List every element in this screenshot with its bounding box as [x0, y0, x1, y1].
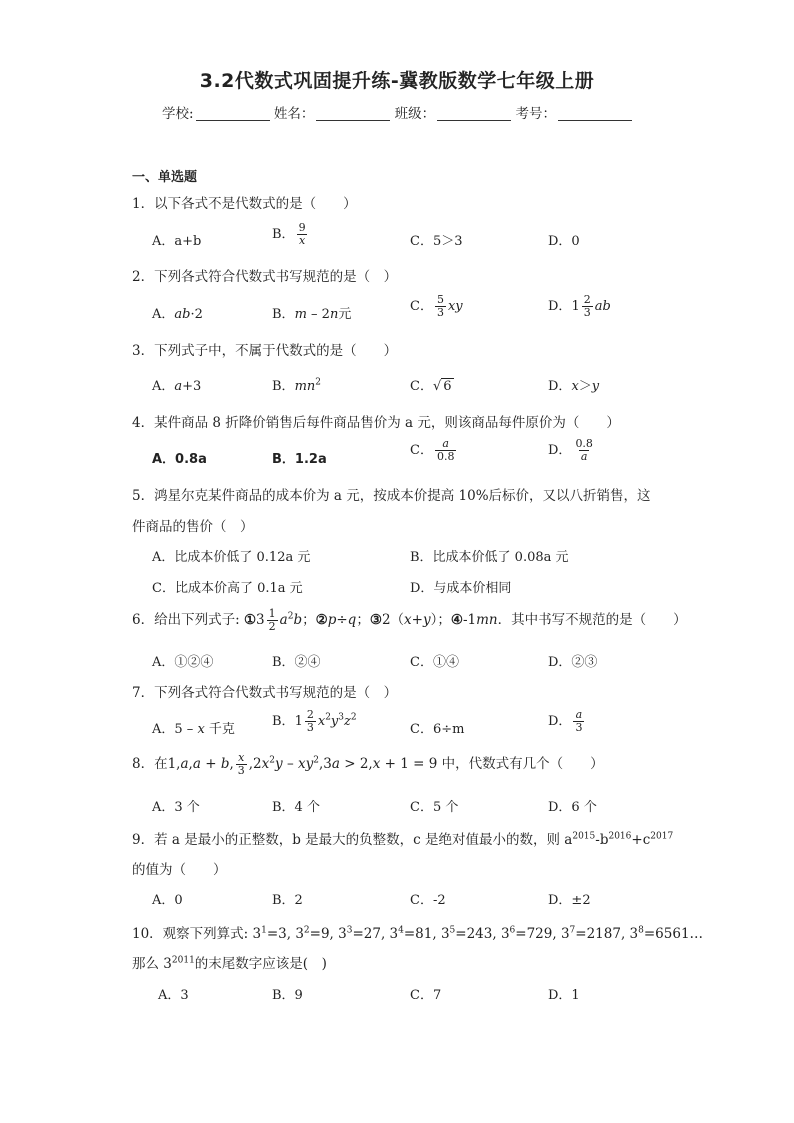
q9-option-c[interactable]: C．-2 — [410, 893, 446, 908]
q7-option-b[interactable]: B．1 $\frac{2}{3}$ $x^2y^3z^2$ — [272, 708, 357, 734]
q8-option-c[interactable]: C．5 个 — [410, 800, 459, 815]
q1-option-a[interactable]: A．a+b — [152, 234, 202, 249]
school-label: 学校: — [162, 106, 194, 122]
exam-no-label: 考号： — [515, 106, 556, 122]
q6-option-d[interactable]: D．②③ — [548, 655, 598, 670]
q5-option-a[interactable]: A．比成本价低了 0.12a 元 — [152, 550, 311, 565]
q4-option-d[interactable]: D． $\frac{0.8}{a}$ — [548, 437, 593, 463]
question-6: 6．给出下列式子: ①3 $\frac{1}{2}$ $a^2b$；②p÷q；③2（x+y）；④-1mn．其中书写不规范的是（ ） — [132, 607, 687, 633]
q6-option-a[interactable]: A．①②④ — [152, 655, 214, 670]
q10-option-c[interactable]: C．7 — [410, 988, 442, 1003]
question-8: 8．在1,a,a + b, $\frac{x}{3}$ $,2x^2y - xy^2,3a > 2,x + 1 = 9$ 中，代数式有几个（ ） — [132, 751, 604, 777]
question-2: 2．下列各式符合代数式书写规范的是（ ） — [132, 269, 398, 285]
class-label: 班级： — [394, 106, 436, 122]
q2-option-d[interactable]: D．1 $\frac{2}{3}$ ab — [548, 293, 611, 319]
q1-option-d[interactable]: D．0 — [548, 234, 580, 249]
question-3: 3．下列式子中，不属于代数式的是（ ） — [132, 343, 398, 359]
q9-option-a[interactable]: A．0 — [152, 893, 183, 908]
q9-option-d[interactable]: D．±2 — [548, 893, 591, 908]
q9-option-b[interactable]: B．2 — [272, 893, 303, 908]
name-blank[interactable] — [316, 107, 390, 121]
q1-option-b[interactable]: B． $\frac{9}{x}$ — [272, 221, 306, 247]
q5-option-c[interactable]: C．比成本价高了 0.1a 元 — [152, 581, 303, 596]
question-10-line-2: 那么 $3^{2011}$的末尾数字应该是( ) — [132, 955, 327, 972]
question-9-line-1: 9．若 a 是最小的正整数，b 是最大的负整数，c 是绝对值最小的数，则 $a^{2015}-b^{2016}+c^{2017}$ — [132, 831, 674, 848]
question-5-line-1: 5．鸿星尔克某件商品的成本价为 a 元，按成本价提高 10%后标价，又以八折销售，这 — [132, 488, 651, 504]
q3-option-d[interactable]: D．x＞y — [548, 379, 600, 394]
q6-option-b[interactable]: B．②④ — [272, 655, 321, 670]
q10-option-b[interactable]: B．9 — [272, 988, 303, 1003]
q7-option-c[interactable]: C．6÷m — [410, 722, 465, 737]
q8-option-b[interactable]: B．4 个 — [272, 800, 320, 815]
section-heading: 一、单选题 — [132, 170, 198, 185]
q3-option-b[interactable]: B．$mn^2$ — [272, 377, 321, 394]
question-7: 7．下列各式符合代数式书写规范的是（ ） — [132, 685, 398, 701]
page-title: 3.2代数式巩固提升练-冀教版数学七年级上册 — [199, 70, 595, 92]
question-10-line-1: 10．观察下列算式: $3^1=3$, $3^2=9$, $3^3=27$, $3^4=81$, $3^5=243$, $3^6=729$, $3^7=2187$, $3^8=6561\dots$ — [132, 925, 704, 942]
question-4: 4．某件商品 8 折降价销售后每件商品售价为 a 元，则该商品每件原价为（ ） — [132, 415, 620, 431]
q3-option-c[interactable]: C．√ 6 — [410, 379, 452, 394]
school-blank[interactable] — [196, 107, 270, 121]
q4-option-a[interactable]: A．0.8a — [152, 452, 207, 467]
question-1: 1．以下各式不是代数式的是（ ） — [132, 196, 357, 212]
q5-option-d[interactable]: D．与成本价相同 — [410, 581, 512, 596]
q2-option-a[interactable]: A．ab·2 — [152, 307, 203, 322]
q6-option-c[interactable]: C．①④ — [410, 655, 459, 670]
q2-option-b[interactable]: B．m – 2n元 — [272, 307, 352, 322]
q7-option-d[interactable]: D． $\frac{a}{3}$ — [548, 708, 583, 734]
q1-option-c[interactable]: C．5＞3 — [410, 234, 463, 249]
q8-option-a[interactable]: A．3 个 — [152, 800, 200, 815]
q10-option-a[interactable]: A．3 — [158, 988, 189, 1003]
student-info-line — [0, 102, 794, 122]
question-5-line-2: 件商品的售价（ ） — [132, 519, 254, 535]
name-label: 姓名： — [273, 106, 315, 122]
q10-option-d[interactable]: D．1 — [548, 988, 580, 1003]
q2-option-c[interactable]: C． $\frac{5}{3}$ xy — [410, 293, 463, 319]
exam-no-blank[interactable] — [558, 107, 632, 121]
q7-option-a[interactable]: A．5 – x 千克 — [152, 722, 235, 737]
class-blank[interactable] — [437, 107, 511, 121]
q8-option-d[interactable]: D．6 个 — [548, 800, 597, 815]
q5-option-b[interactable]: B．比成本价低了 0.08a 元 — [410, 550, 569, 565]
question-9-line-2: 的值为（ ） — [132, 862, 227, 878]
q4-option-b[interactable]: B．1.2a — [272, 452, 327, 467]
q4-option-c[interactable]: C． $\frac{a}{0.8}$ — [410, 437, 455, 463]
q3-option-a[interactable]: A．a+3 — [152, 379, 202, 394]
